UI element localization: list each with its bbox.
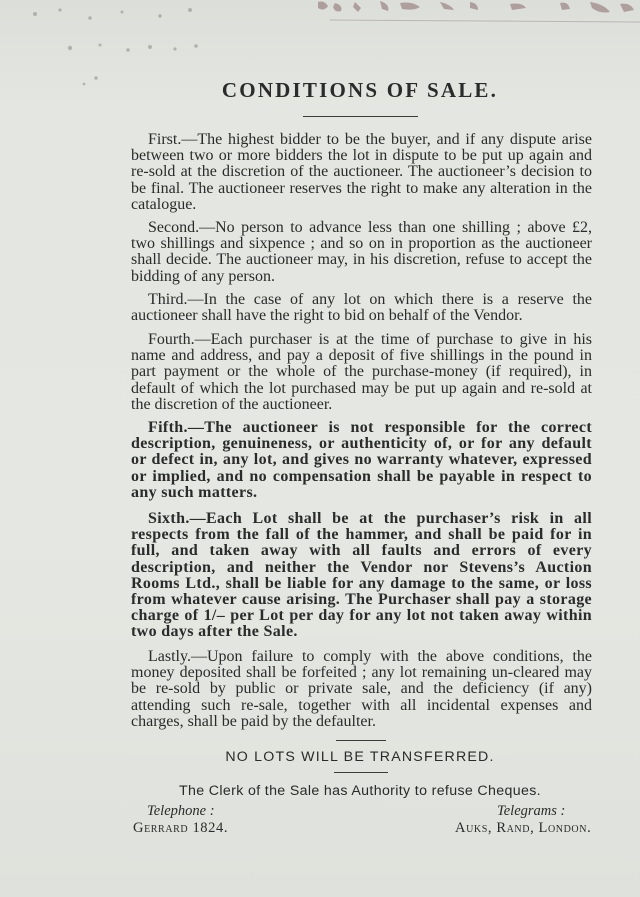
no-transfer-notice: NO LOTS WILL BE TRANSFERRED. xyxy=(225,749,495,765)
cheque-notice: The Clerk of the Sale has Authority to refuse Cheques. xyxy=(179,783,541,799)
condition-fifth: Fifth.—The auctioneer is not responsible for the correct description, genuineness, or authenticity of, or for any default or defect in, any lot, and gives no warranty whatever, expressed or implied, and no compensation shall be payable in respect to any such matters. xyxy=(131,419,592,501)
condition-first: First.—The highest bidder to be the buyer, and if any dispute arise between two or more bidders the lot in dispute to be put up again and re-sold at the discretion of the auctioneer. The auctioneer’s decision to be final. The auctioneer reserves the right to make any alteration in the catalogue. xyxy=(131,131,592,213)
condition-lastly: Lastly.—Upon failure to comply with the above conditions, the money deposited shall be forfeited ; any lot remaining un-cleared may be re-sold by public or private sale, and the deficiency (if any) attending such re-sale, together with all incidental expenses and charges, shall be paid by the defaulter. xyxy=(131,648,592,730)
condition-second: Second.—No person to advance less than one shilling ; above £2, two shillings and sixpence ; and so on in proportion as the auctioneer shall decide. The auctioneer may, in his discretion, refuse to accept the bidding of any person. xyxy=(131,219,592,285)
notice-bottom-rule xyxy=(334,772,388,773)
condition-sixth: Sixth.—Each Lot shall be at the purchaser’s risk in all respects from the fall of the hammer, and shall be paid for in full, and taken away with all faults and errors of every description, and neither the Vendor nor Stevens’s Auction Rooms Ltd., shall be liable for any damage to the same, or loss from whatever cause arising. The Purchaser shall pay a storage charge of 1/– per Lot per day for any lot not taken away within two days after the Sale. xyxy=(131,510,592,641)
title-underline xyxy=(303,116,418,117)
telegrams-label: Telegrams : xyxy=(497,803,566,819)
show-through-ink-marks xyxy=(0,0,640,90)
page-title: CONDITIONS OF SALE. xyxy=(221,78,499,102)
telephone-label: Telephone : xyxy=(147,803,215,819)
telephone-number: Gerrard 1824. xyxy=(133,820,229,836)
condition-third: Third.—In the case of any lot on which there is a reserve the auctioneer shall have the right to bid on behalf of the Vendor. xyxy=(131,291,592,325)
telegrams-address: Auks, Rand, London. xyxy=(455,820,592,836)
notice-top-rule xyxy=(336,740,386,741)
condition-fourth: Fourth.—Each purchaser is at the time of purchase to give in his name and address, and pay a deposit of five shillings in the pound in part payment or the whole of the purchase-money (if required), in default of which the lot purchased may be put up again and re-sold at the discretion of the auctioneer. xyxy=(131,331,592,413)
